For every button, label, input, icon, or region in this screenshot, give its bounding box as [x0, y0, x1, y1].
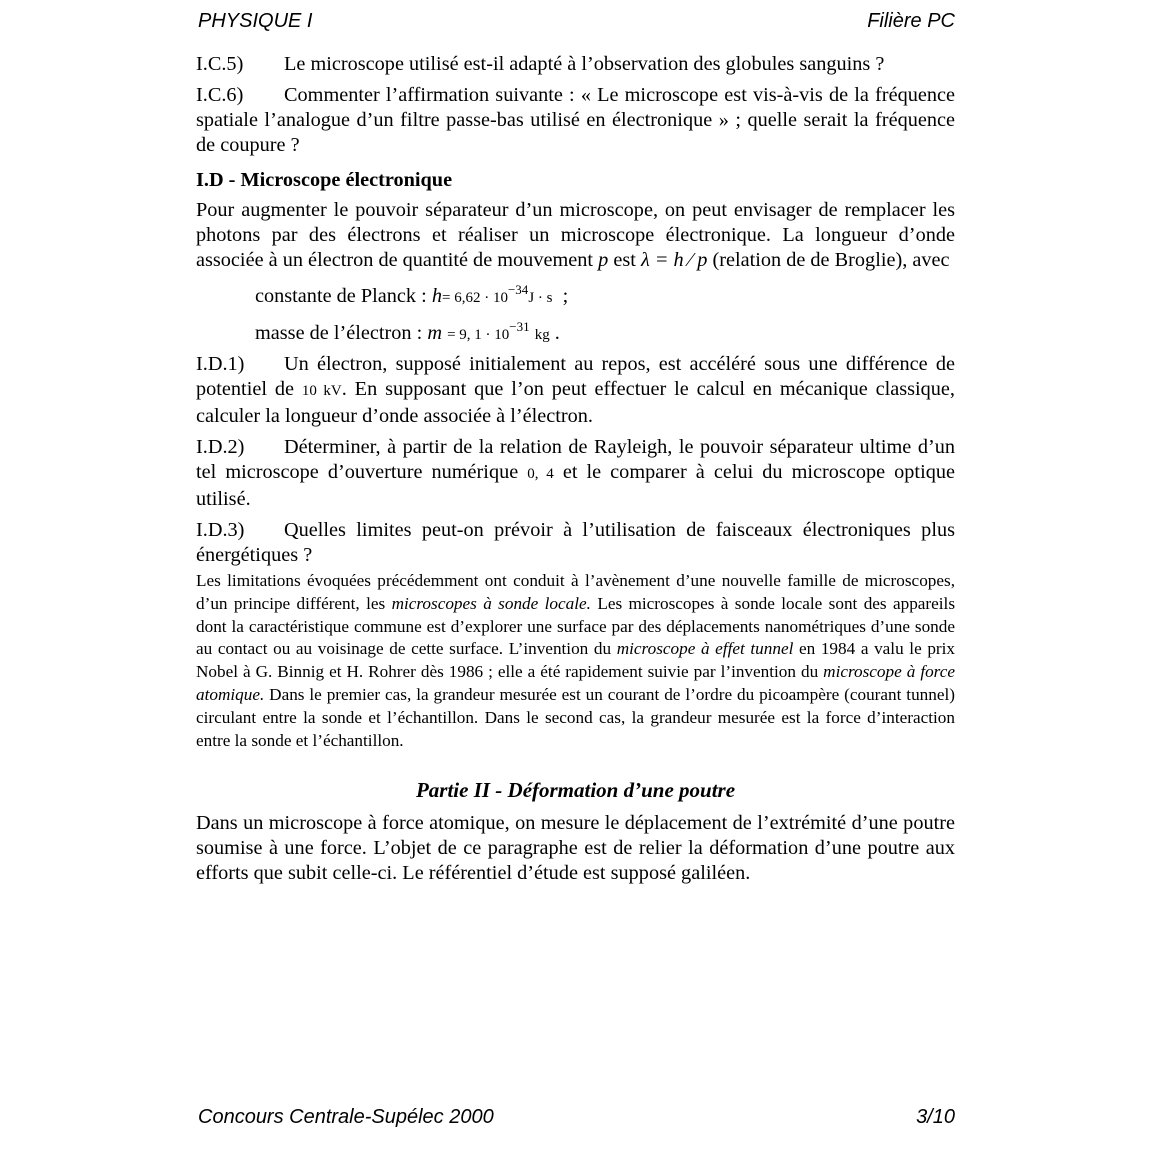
page-header: [196, 10, 955, 38]
question-number: I.C.5): [196, 53, 244, 75]
page-footer: [196, 1106, 955, 1134]
page-number: 3/10: [916, 1106, 955, 1128]
question-ic6: [196, 83, 955, 158]
electron-mass-line: masse de l’électron : m = 9, $1 \cdot 10^{-31}$ kg .: [255, 319, 560, 344]
header-track: Filière PC: [867, 10, 955, 32]
document-page: [196, 0, 955, 1152]
question-id1: I.D.1) Un électron, supposé initialement au repos, est accéléré sous une différence de potentiel de 10 kV. En supposant que l’on peut effectuer le calcul en mécanique classique, calculer la longueur d’onde associée à l’électron.: [196, 353, 955, 427]
planck-constant-line: constante de Planck : $h= 6,62 \cdot 10^{-34}J \cdot s$ ;: [255, 282, 569, 307]
question-id3: [196, 518, 955, 568]
intro-paragraph: Pour augmenter le pouvoir séparateur d’un microscope, on peut envisager de remplacer les photons par des électrons et réaliser un microscope électronique. La longueur d’onde associée à un électron de quantité de mouvement p est λ = h ⁄ p (relation de de Broglie), avec: [196, 199, 955, 271]
constants-list: [255, 278, 955, 352]
question-id2: I.D.2) Déterminer, à partir de la relation de Rayleigh, le pouvoir séparateur ultime d’un tel microscope d’ouverture numérique 0, 4 et le comparer à celui du microscope optique utilisé.: [196, 436, 955, 510]
voltage-value: 10 kV: [301, 383, 342, 399]
header-subject: PHYSIQUE I: [198, 10, 313, 32]
momentum-variable: p: [598, 249, 609, 271]
aperture-value: 0, 4: [527, 466, 554, 482]
question-number: I.D.3): [196, 519, 245, 541]
question-ic5: [196, 52, 955, 77]
question-number: I.D.1): [196, 353, 245, 375]
question-number: I.C.6): [196, 84, 244, 106]
footer-contest: Concours Centrale-Supélec 2000: [198, 1106, 494, 1128]
question-text: Quelles limites peut-on prévoir à l’utilisation de faisceaux électroniques plus énergétiques ?: [196, 519, 955, 566]
page-body: [196, 52, 955, 886]
question-text: Le microscope utilisé est-il adapté à l’observation des globules sanguins ?: [284, 53, 885, 75]
de-broglie-formula: λ = h ⁄ p: [640, 249, 708, 271]
section-heading: I.D - Microscope électronique: [196, 169, 453, 191]
question-text: Commenter l’affirmation suivante : « Le microscope est vis-à-vis de la fréquence spatiale l’analogue d’un filtre passe-bas utilisé en électronique » ; quelle serait la fréquence de coupure ?: [196, 84, 955, 156]
informative-note: Les limitations évoquées précédemment ont conduit à l’avènement d’une nouvelle famille de microscopes, d’un principe différent, les microscopes à sonde locale. Les microscopes à sonde locale sont des appareils dont la caractéristique commune est d’explorer une surface par des déplacements nanométriques d’une sonde au contact ou au voisinage de cette surface. L’invention du microscope à effet tunnel en 1984 a valu le prix Nobel à G. Binnig et H. Rohrer dès 1986 ; elle a été rapidement suivie par l’invention du microscope à force atomique. Dans le premier cas, la grandeur mesurée est un courant de l’ordre du picoampère (courant tunnel) circulant entre la sonde et l’échantillon. Dans le second cas, la grandeur mesurée est la force d’interaction entre la sonde et l’échantillon.: [196, 571, 956, 750]
part2-paragraph: Dans un microscope à force atomique, on mesure le déplacement de l’extrémité d’une poutre soumise à une force. L’objet de ce paragraphe est de relier la déformation d’une poutre aux efforts que subit celle-ci. Le référentiel d’étude est supposé galiléen.: [196, 812, 955, 885]
question-number: I.D.2): [196, 436, 245, 458]
part-heading: Partie II - Déformation d’une poutre: [415, 778, 736, 803]
